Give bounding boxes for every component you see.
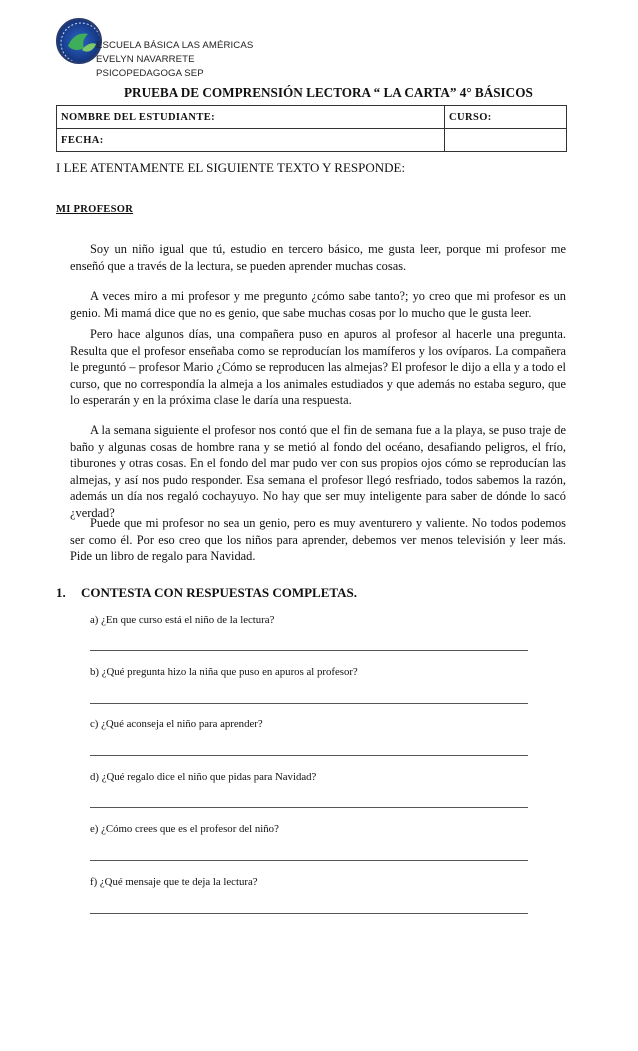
questions-heading <box>56 585 357 601</box>
story-title: MI PROFESOR <box>56 204 134 215</box>
school-name: ESCUELA BÁSICA LAS AMÉRICAS <box>96 40 254 51</box>
student-info-table <box>56 105 567 152</box>
course-field[interactable]: CURSO: <box>445 106 567 129</box>
question-number: 1. <box>56 585 66 600</box>
date-field[interactable]: FECHA: <box>57 129 445 152</box>
page-title: PRUEBA DE COMPRENSIÓN LECTORA “ LA CARTA” 4° BÁSICOS <box>124 85 533 100</box>
question-f: f) ¿Qué mensaje que te deja la lectura? <box>90 876 258 888</box>
paragraph-5: Puede que mi profesor no sea un genio, pero es muy aventurero y valiente. No todos podemos ser como él. Por eso creo que los niños para aprender, debemos ver menos televisión y leer más. Pide un libro de regalo para Navidad. <box>70 516 566 564</box>
paragraph-1: Soy un niño igual que tú, estudio en tercero básico, me gusta leer, porque mi profesor me enseñó que a través de la lectura, se pueden aprender muchas cosas. <box>70 242 566 273</box>
answer-line-f[interactable] <box>90 913 528 914</box>
question-c: c) ¿Qué aconseja el niño para aprender? <box>90 718 263 730</box>
teacher-name: EVELYN NAVARRETE <box>96 54 195 65</box>
answer-line-a[interactable] <box>90 650 528 651</box>
question-b: b) ¿Qué pregunta hizo la niña que puso en apuros al profesor? <box>90 666 358 678</box>
questions-heading-text: CONTESTA CON RESPUESTAS COMPLETAS. <box>81 585 357 600</box>
question-a: a) ¿En que curso está el niño de la lectura? <box>90 614 275 626</box>
paragraph-2: A veces miro a mi profesor y me pregunto ¿cómo sabe tanto?; yo creo que mi profesor es un genio. Mi mamá dice que no es genio, que sabe muchas cosas por lo mucho que le gusta leer. <box>70 289 566 320</box>
question-d: d) ¿Qué regalo dice el niño que pidas para Navidad? <box>90 771 317 783</box>
paragraph-4: A la semana siguiente el profesor nos contó que el fin de semana fue a la playa, se puso traje de baño y algunas cosas de hombre rana y se metió al fondo del océano, desafiando peligros, el frío, tiburones y otras cosas. En el fondo del mar pudo ver con sus propios ojos cómo se reproducían las almejas, y así nos pudo responder. Esa semana el profesor llegó resfriado, todos sabemos la razón, además un día nos regaló cochayuyo. No hay que ser muy inteligente para saber de dónde lo sacó ¿verdad? <box>70 423 566 520</box>
teacher-role: PSICOPEDAGOGA SEP <box>96 68 204 79</box>
answer-line-e[interactable] <box>90 860 528 861</box>
answer-line-b[interactable] <box>90 703 528 704</box>
answer-line-d[interactable] <box>90 807 528 808</box>
reading-instruction: I LEE ATENTAMENTE EL SIGUIENTE TEXTO Y RESPONDE: <box>56 160 406 175</box>
answer-line-c[interactable] <box>90 755 528 756</box>
student-name-field[interactable]: NOMBRE DEL ESTUDIANTE: <box>57 106 445 129</box>
paragraph-3: Pero hace algunos días, una compañera puso en apuros al profesor al hacerle una pregunta. Resulta que el profesor enseñaba como se reproducían los mamíferos y los ovíparos. La compañera le preguntó – profesor Mario ¿Cómo se reproducen las almejas? El profesor le dijo a ella y a todo el curso, que no correspondía la almeja a los animales estudiados y que además no estaba seguro, que lo esperarán y en la próxima clase le daría una respuesta. <box>70 327 566 408</box>
empty-cell[interactable] <box>445 129 567 152</box>
question-e: e) ¿Cómo crees que es el profesor del niño? <box>90 823 279 835</box>
